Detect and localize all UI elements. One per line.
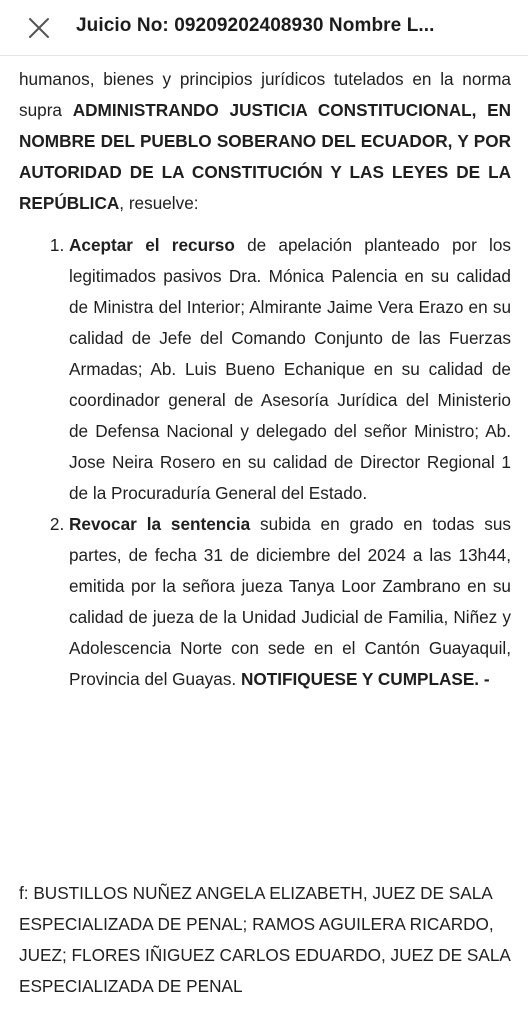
intro-bold-text: ADMINISTRANDO JUSTICIA CONSTITUCIONAL, EN NOMBRE DEL PUEBLO SOBERANO DEL ECUADOR, Y POR AUTORIDAD DE LA CONSTITUCIÓN Y LAS LEYES DE LA REPÚBLICA [19,100,511,213]
list-item [69,509,511,695]
list-item-text: subida en grado en todas sus partes, de fecha 31 de diciembre del 2024 a las 13h44, emitida por la señora jueza Tanya Loor Zambrano en su calidad de jueza de la Unidad Judicial de Familia, Niñez y Adolescencia Norte con sede en el Cantón Guayaquil, Provincia del Guayas. [69,514,511,689]
intro-text: humanos, bienes y principios jurídicos tutelados en la norma supra [19,69,511,120]
list-item [69,230,511,509]
list-item-bold-end: NOTIFIQUESE Y CUMPLASE. - [240,669,490,689]
intro-resolve-text: , resuelve: [119,193,199,213]
list-item-bold: Aceptar el recurso [69,235,235,255]
resolution-list [19,230,511,695]
list-item-text: de apelación planteado por los legitimados pasivos Dra. Mónica Palencia en su calidad de Ministra del Interior; Almirante Jaime Vera Erazo en su calidad de Jefe del Comando Conjunto de las Fuerzas Armadas; Ab. Luis Bueno Echanique en su calidad de coordinador general de Asesoría Jurídica del Ministerio de Defensa Nacional y delegado del señor Ministro; Ab. Jose Neira Rosero en su calidad de Director Regional 1 de la Procuraduría General del Estado. [69,235,511,503]
intro-paragraph [19,64,511,219]
close-button[interactable] [24,13,54,43]
signature-block: f: BUSTILLOS NUÑEZ ANGELA ELIZABETH, JUEZ DE SALA ESPECIALIZADA DE PENAL; RAMOS AGUILERA RICARDO, JUEZ; FLORES IÑIGUEZ CARLOS EDUARDO, JUEZ DE SALA ESPECIALIZADA DE PENAL [19,883,510,996]
document-title: Juicio No: 09209202408930 Nombre L... [76,15,435,36]
close-icon [24,13,54,43]
document-body [19,64,511,695]
list-item-bold: Revocar la sentencia [69,514,251,534]
document-header [0,0,528,56]
